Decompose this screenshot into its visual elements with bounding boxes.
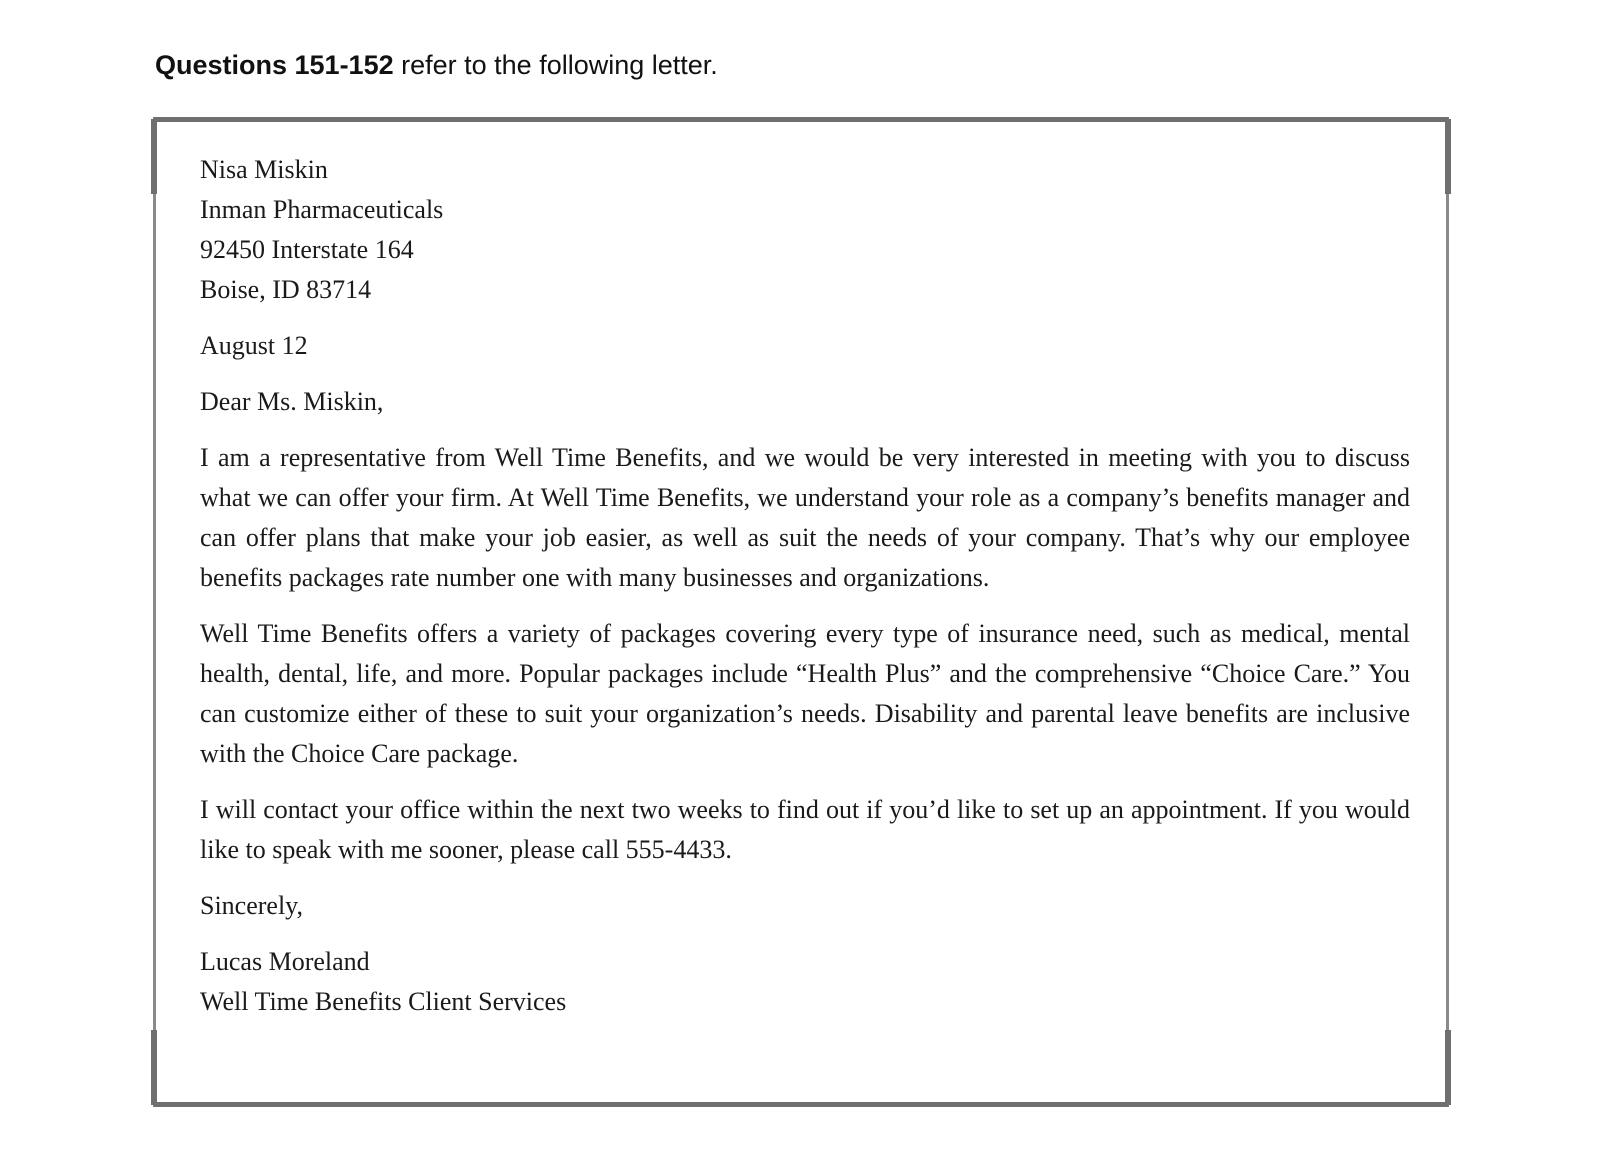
frame-corner-bottom-right: [1445, 1030, 1451, 1105]
letter-closing: Sincerely,: [200, 891, 303, 920]
recipient-street: 92450 Interstate 164: [200, 235, 414, 264]
question-heading: [155, 50, 718, 81]
recipient-address: [200, 150, 1410, 310]
recipient-company: Inman Pharmaceuticals: [200, 195, 444, 224]
letter-date: August 12: [200, 331, 308, 360]
frame-corner-bottom-left: [151, 1030, 157, 1105]
letter-salutation: Dear Ms. Miskin,: [200, 387, 384, 416]
question-range: Questions 151-152: [155, 50, 394, 80]
frame-corner-top-left: [151, 119, 157, 194]
signature-name: Lucas Moreland: [200, 947, 370, 976]
letter-body: [200, 150, 1410, 1038]
question-instruction: refer to the following letter.: [393, 50, 718, 80]
letter-paragraph-2: Well Time Benefits offers a variety of packages covering every type of insurance need, such as medical, mental health, dental, life, and more. Popular packages include “Health Plus” and the comprehensive “Choice Care.” You can customize either of these to suit your organization’s needs. Disability and parental leave benefits are inclusive with the Choice Care package.: [200, 619, 1410, 768]
letter-paragraph-1: I am a representative from Well Time Benefits, and we would be very interested in meeting with you to discuss what we can offer your firm. At Well Time Benefits, we understand your role as a company’s benefits manager and can offer plans that make your job easier, as well as suit the needs of your company. That’s why our employee benefits packages rate number one with many businesses and organizations.: [200, 443, 1410, 592]
signature-title: Well Time Benefits Client Services: [200, 987, 567, 1016]
recipient-city: Boise, ID 83714: [200, 275, 372, 304]
letter-paragraph-3: I will contact your office within the next two weeks to find out if you’d like to set up an appointment. If you would like to speak with me sooner, please call 555-4433.: [200, 795, 1410, 864]
frame-corner-top-right: [1445, 119, 1451, 194]
signature-block: [200, 942, 1410, 1022]
recipient-name: Nisa Miskin: [200, 155, 328, 184]
